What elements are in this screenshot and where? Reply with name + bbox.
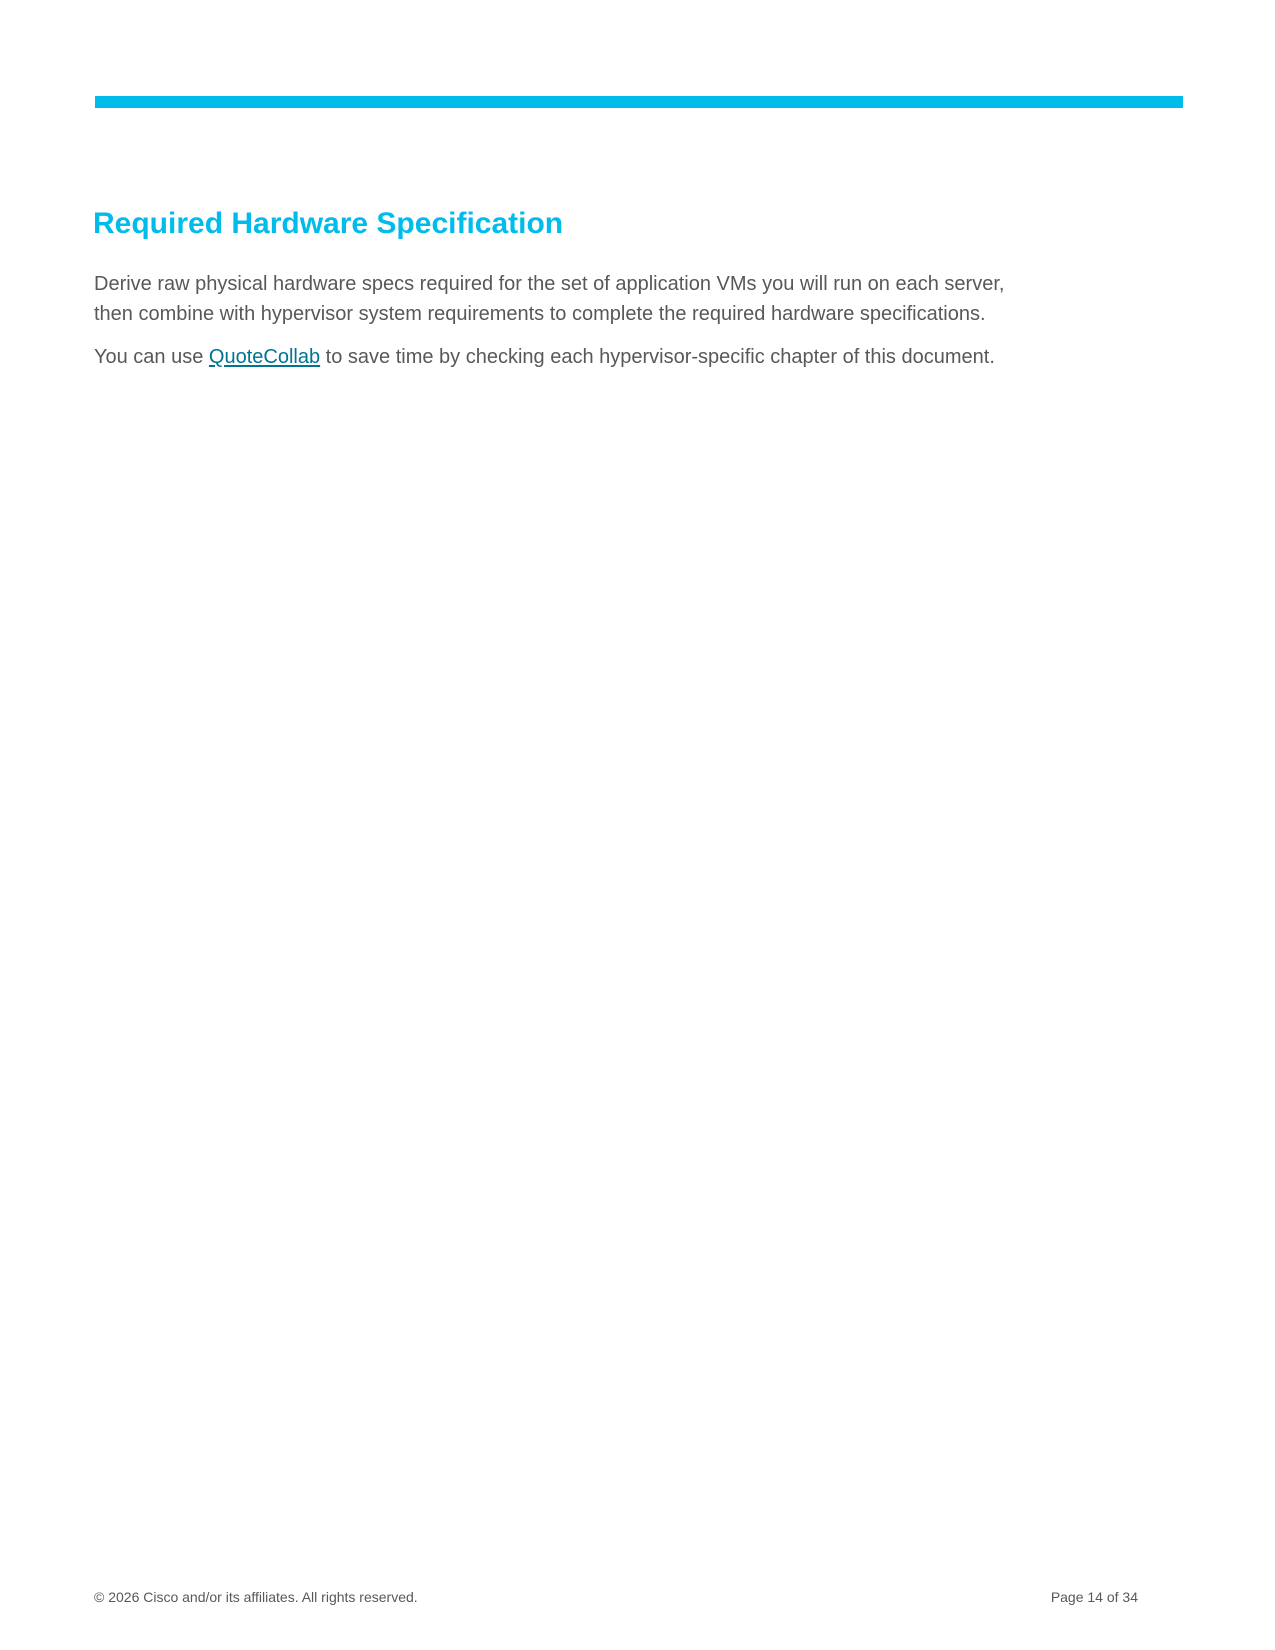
intro-paragraph-line-1: Derive raw physical hardware specs required for the set of application VMs you will run on each server, bbox=[94, 273, 1005, 295]
intro-paragraph-line-2: then combine with hypervisor system requirements to complete the required hardware specifications. bbox=[94, 303, 986, 325]
intro-paragraph bbox=[94, 269, 1154, 329]
header-accent-bar bbox=[95, 96, 1183, 108]
footer-copyright: © 2026 Cisco and/or its affiliates. All rights reserved. bbox=[94, 1589, 418, 1605]
section-heading: Required Hardware Specification bbox=[93, 207, 564, 240]
quotecollab-paragraph-suffix: to save time by checking each hypervisor-specific chapter of this document. bbox=[320, 346, 995, 368]
footer-page-number: Page 14 of 34 bbox=[1050, 1589, 1138, 1605]
quotecollab-paragraph-prefix: You can use bbox=[94, 346, 209, 368]
quotecollab-paragraph bbox=[94, 342, 1154, 372]
quotecollab-link[interactable]: QuoteCollab bbox=[208, 346, 321, 368]
